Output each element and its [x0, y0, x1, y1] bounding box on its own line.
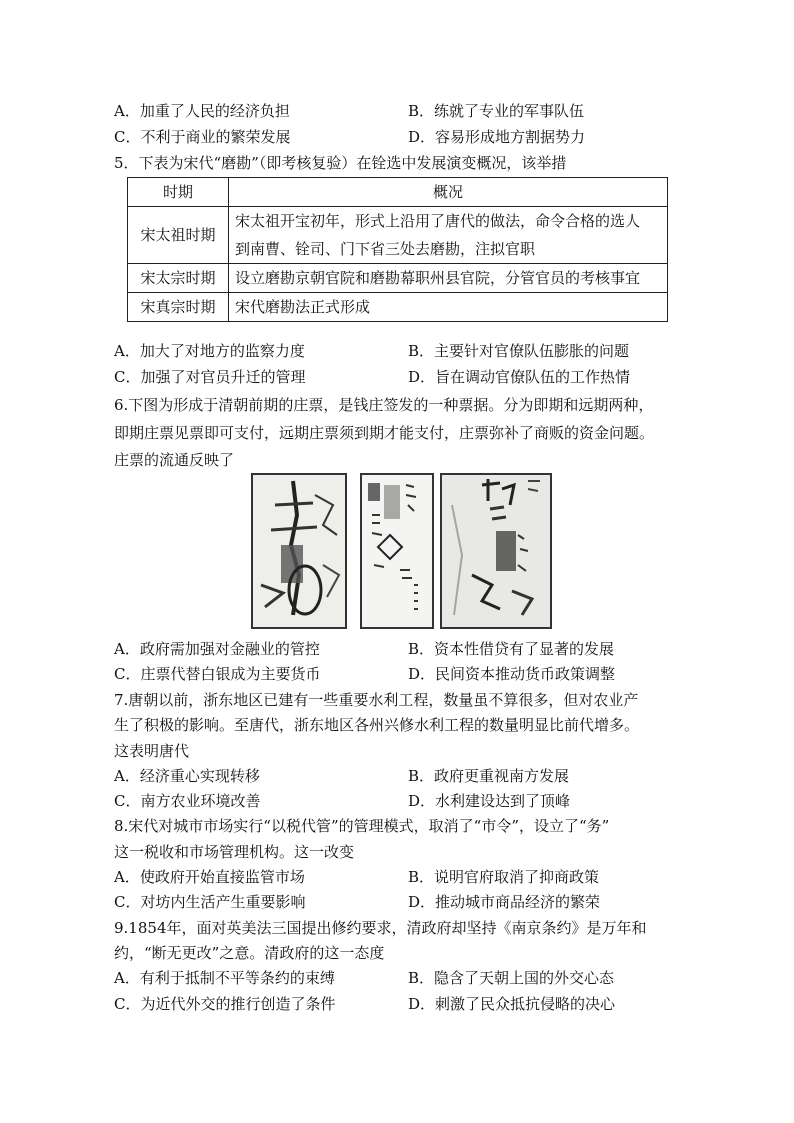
q9-option-b[interactable]: B．隐含了天朝上国的外交心态 — [408, 969, 615, 987]
q5-option-c[interactable]: C．加强了对官员升迁的管理 — [114, 368, 306, 386]
q7-stem-line: 这表明唐代 — [114, 742, 190, 760]
table-cell-period: 宋真宗时期 — [128, 293, 229, 322]
table-cell-desc: 宋代磨勘法正式形成 — [229, 293, 668, 322]
table-cell-desc-line: 宋太祖开宝初年，形式上沿用了唐代的做法，命令合格的选人 — [235, 212, 641, 230]
table-row — [128, 207, 668, 264]
banknote-image-3 — [440, 473, 552, 629]
table-header-period: 时期 — [128, 178, 229, 207]
q8-option-b[interactable]: B．说明官府取消了抑商政策 — [408, 868, 600, 886]
table-cell-desc-line: 到南曹、铨司、门下省三处去磨勘，注拟官职 — [235, 240, 536, 258]
q4-option-d[interactable]: D．容易形成地方割据势力 — [408, 128, 586, 146]
q7-option-c[interactable]: C．南方农业环境改善 — [114, 792, 261, 810]
q7-option-b[interactable]: B．政府更重视南方发展 — [408, 767, 570, 785]
table-row — [128, 264, 668, 293]
q7-option-a[interactable]: A．经济重心实现转移 — [114, 767, 260, 785]
banknote-image-2 — [360, 473, 434, 629]
q4-option-b[interactable]: B．练就了专业的军事队伍 — [408, 102, 585, 120]
q5-option-b[interactable]: B．主要针对官僚队伍膨胀的问题 — [408, 342, 630, 360]
q6-stem-line: 6.下图为形成于清朝前期的庄票，是钱庄签发的一种票据。分为即期和远期两种， — [114, 396, 654, 414]
table-cell-period: 宋太宗时期 — [128, 264, 229, 293]
q9-option-c[interactable]: C．为近代外交的推行创造了条件 — [114, 995, 336, 1013]
table-row — [128, 293, 668, 322]
q6-option-d[interactable]: D．民间资本推动货币政策调整 — [408, 665, 616, 683]
q9-option-d[interactable]: D．刺激了民众抵抗侵略的决心 — [408, 995, 616, 1013]
q6-option-c[interactable]: C．庄票代替白银成为主要货币 — [114, 665, 321, 683]
q4-option-c[interactable]: C．不利于商业的繁荣发展 — [114, 128, 291, 146]
q9-stem-line: 9.1854年，面对英美法三国提出修约要求，清政府却坚持《南京条约》是万年和 — [114, 919, 647, 937]
table-header-row — [128, 178, 668, 207]
q5-stem: 5．下表为宋代“磨勘”（即考核复验）在铨选中发展演变概况，该举措 — [114, 154, 567, 172]
banknote-images — [251, 473, 549, 629]
q8-option-d[interactable]: D．推动城市商品经济的繁荣 — [408, 893, 601, 911]
q6-stem-line: 庄票的流通反映了 — [114, 451, 235, 469]
q9-option-a[interactable]: A．有利于抵制不平等条约的束缚 — [114, 969, 335, 987]
q5-option-d[interactable]: D．旨在调动官僚队伍的工作热情 — [408, 368, 631, 386]
q5-option-a[interactable]: A．加大了对地方的监察力度 — [114, 342, 305, 360]
q8-option-c[interactable]: C．对坊内生活产生重要影响 — [114, 893, 306, 911]
banknote-image-1 — [251, 473, 347, 629]
q7-stem-line: 7.唐朝以前，浙东地区已建有一些重要水利工程，数量虽不算很多，但对农业产 — [114, 691, 639, 709]
q4-option-a[interactable]: A．加重了人民的经济负担 — [114, 102, 290, 120]
q6-option-a[interactable]: A．政府需加强对金融业的管控 — [114, 640, 320, 658]
table-cell-period: 宋太祖时期 — [128, 207, 229, 264]
q6-option-b[interactable]: B．资本性借贷有了显著的发展 — [408, 640, 615, 658]
table-cell-desc — [229, 207, 668, 264]
q7-option-d[interactable]: D．水利建设达到了顶峰 — [408, 792, 571, 810]
table-cell-desc: 设立磨勘京朝官院和磨勘幕职州县官院，分管官员的考核事宜 — [229, 264, 668, 293]
q5-table — [127, 177, 668, 322]
q9-stem-line: 约，“断无更改”之意。清政府的这一态度 — [114, 944, 385, 962]
q8-option-a[interactable]: A．使政府开始直接监管市场 — [114, 868, 305, 886]
table-header-summary: 概况 — [229, 178, 668, 207]
q8-stem-line: 这一税收和市场管理机构。这一改变 — [114, 843, 355, 861]
q8-stem-line: 8.宋代对城市市场实行“以税代管”的管理模式，取消了“市令”，设立了“务” — [114, 817, 610, 835]
q7-stem-line: 生了积极的影响。至唐代，浙东地区各州兴修水利工程的数量明显比前代增多。 — [114, 716, 640, 734]
q6-stem-line: 即期庄票见票即可支付，远期庄票须到期才能支付，庄票弥补了商贩的资金问题。 — [114, 424, 655, 442]
